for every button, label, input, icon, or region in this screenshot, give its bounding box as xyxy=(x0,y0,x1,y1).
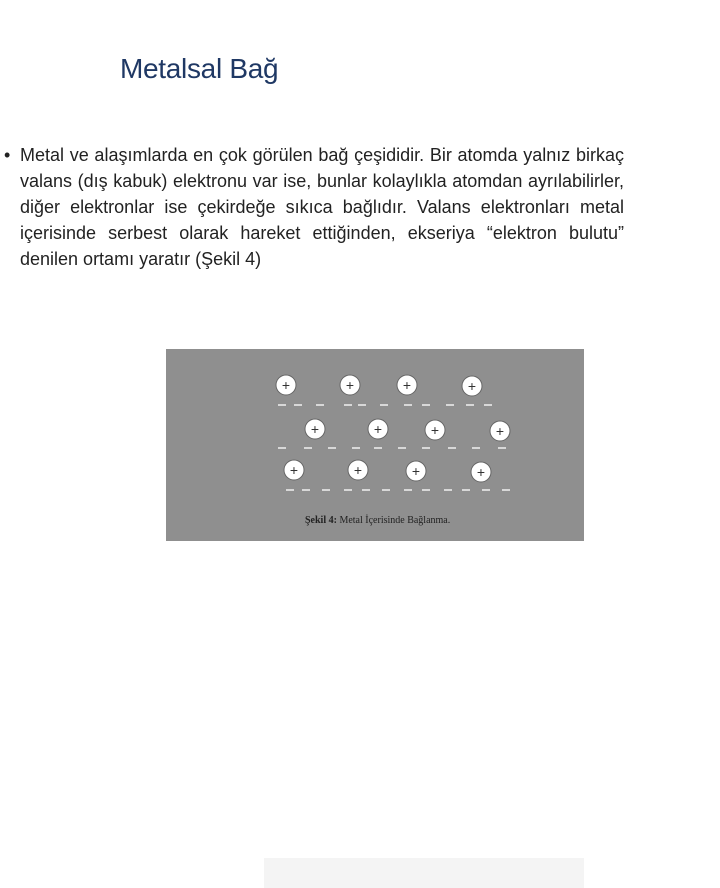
positive-ion xyxy=(406,461,426,481)
slide-title: Metalsal Bağ xyxy=(120,53,279,84)
svg-text:+: + xyxy=(353,462,363,478)
svg-text:+: + xyxy=(373,421,383,437)
positive-ion xyxy=(368,419,388,439)
positive-ion xyxy=(397,375,417,395)
positive-ion xyxy=(462,376,482,396)
positive-ion xyxy=(340,375,360,395)
positive-ion xyxy=(490,421,510,441)
svg-text:+: + xyxy=(289,462,299,478)
positive-ion xyxy=(276,375,296,395)
svg-text:+: + xyxy=(310,421,320,437)
bullet-dot: • xyxy=(4,145,11,165)
positive-ion xyxy=(348,460,368,480)
svg-text:+: + xyxy=(495,423,505,439)
svg-text:+: + xyxy=(345,377,355,393)
caption-background xyxy=(264,858,584,888)
caption-text: Metal İçerisinde Bağlanma. xyxy=(339,515,451,526)
positive-ion xyxy=(425,420,445,440)
bullet-text: Metal ve alaşımlarda en çok görülen bağ çeşididir. Bir atomda yalnız birkaç valans (dış kabuk) elektronu var ise, bunlar kolaylıkla atomdan ayrılabilirler, diğer elektronlar ise çekirdeğe sıkıca bağlıdır. Valans elektronları metal içerisinde serbest olarak hareket ettiğinden, ekseriya “elektron bulutu” denilen ortamı yaratır (Şekil 4) xyxy=(20,145,624,269)
figure-caption xyxy=(305,515,450,526)
metallic-bond-figure xyxy=(166,349,584,541)
electron-cloud-diagram xyxy=(166,349,584,541)
svg-text:+: + xyxy=(402,377,412,393)
svg-text:+: + xyxy=(476,464,486,480)
bullet-paragraph xyxy=(4,142,624,272)
positive-ion xyxy=(471,462,491,482)
caption-label: Şekil 4: xyxy=(305,515,337,526)
positive-ion xyxy=(305,419,325,439)
svg-text:+: + xyxy=(467,378,477,394)
positive-ion xyxy=(284,460,304,480)
svg-text:+: + xyxy=(281,377,291,393)
svg-text:+: + xyxy=(411,463,421,479)
svg-text:+: + xyxy=(430,422,440,438)
